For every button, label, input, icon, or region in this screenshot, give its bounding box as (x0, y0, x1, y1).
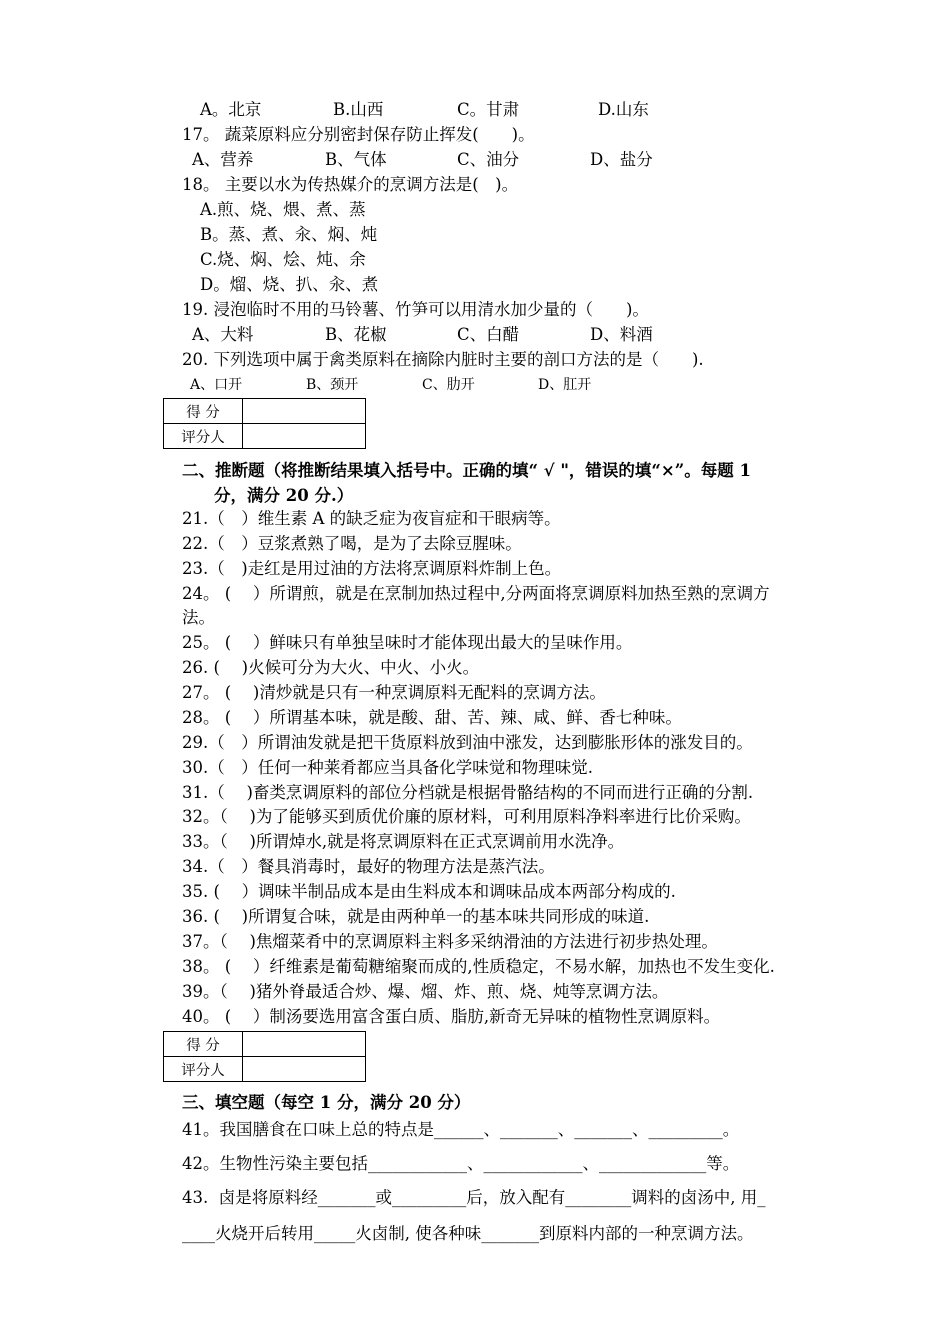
grader-label: 评分人 (164, 1057, 243, 1082)
fill-item-43: 43. 卤是将原料经_______或_________后，放入配有________调料的卤汤中, 用_ (182, 1188, 766, 1207)
judgment-item-23: 23.（ )走红是用过油的方法将烹调原料炸制上色。 (182, 559, 562, 578)
grader-cell[interactable] (243, 424, 366, 449)
score-label: 得 分 (164, 399, 243, 424)
score-cell[interactable] (243, 399, 366, 424)
score-table-1 (163, 398, 366, 449)
q18-option-a: A.煎、烧、煨、煮、蒸 (200, 200, 366, 219)
judgment-item-31: 31.（ )畜类烹调原料的部位分档就是根据骨骼结构的不同而进行正确的分割. (182, 783, 754, 802)
fill-item-43-cont: ____火烧开后转用_____火卤制, 使各种味_______到原料内部的一种烹调方法。 (182, 1224, 754, 1243)
q18-stem: 18。 主要以水为传热媒介的烹调方法是( )。 (182, 175, 519, 194)
judgment-item-29: 29.（ ）所谓油发就是把干货原料放到油中涨发，达到膨胀形体的涨发目的。 (182, 733, 753, 752)
judgment-item-36: 36. ( )所谓复合味，就是由两种单一的基本味共同形成的味道. (182, 907, 650, 926)
judgment-item-27: 27。 ( )清炒就是只有一种烹调原料无配料的烹调方法。 (182, 683, 606, 702)
judgment-item-39: 39。（ )猪外脊最适合炒、爆、熘、炸、煎、烧、炖等烹调方法。 (182, 982, 669, 1001)
judgment-item-28: 28。 ( ）所谓基本味，就是酸、甜、苦、辣、咸、鲜、香七种味。 (182, 708, 682, 727)
q17-option-c: C、油分 (457, 150, 520, 169)
judgment-item-26: 26. ( )火候可分为大火、中火、小火。 (182, 658, 480, 677)
judgment-item-24-cont: 法。 (182, 608, 215, 627)
q16-option-a: A。北京 (200, 100, 262, 119)
q20-option-b: B、颈开 (306, 377, 359, 393)
judgment-item-40: 40。 ( ）制汤要选用富含蛋白质、脂肪,新奇无异味的植物性烹调原料。 (182, 1007, 721, 1026)
judgment-item-30: 30.（ ）任何一种莱肴都应当具备化学味觉和物理味觉. (182, 758, 593, 777)
score-table-2 (163, 1031, 366, 1082)
q20-stem: 20. 下列选项中属于禽类原料在摘除内脏时主要的剖口方法的是（ ). (182, 350, 704, 369)
judgment-item-32: 32。（ )为了能够买到质优价廉的原材料，可利用原料净料率进行比价采购。 (182, 807, 751, 826)
section3-heading: 三、填空题（每空 1 分，满分 20 分） (182, 1093, 471, 1112)
q19-option-c: C、白醋 (457, 325, 520, 344)
q20-option-c: C、肋开 (422, 377, 475, 393)
q20-option-a: A、口开 (190, 377, 243, 393)
q18-option-b: B。蒸、煮、汆、焖、炖 (200, 225, 378, 244)
score-label: 得 分 (164, 1032, 243, 1057)
q19-option-b: B、花椒 (325, 325, 387, 344)
q18-option-c: C.烧、焖、烩、炖、余 (200, 250, 366, 269)
grader-cell[interactable] (243, 1057, 366, 1082)
q16-option-d: D.山东 (598, 100, 649, 119)
q19-option-a: A、大料 (192, 325, 254, 344)
judgment-item-33: 33。（ )所谓焯水,就是将烹调原料在正式烹调前用水洗净。 (182, 832, 625, 851)
q17-option-a: A、营养 (192, 150, 254, 169)
judgment-item-38: 38。 ( ）纤维素是葡萄糖缩聚而成的,性质稳定，不易水解，加热也不发生变化. (182, 957, 775, 976)
fill-item-42: 42。生物性污染主要包括____________、____________、_____________等。 (182, 1154, 740, 1173)
judgment-item-37: 37。（ )焦熘菜肴中的烹调原料主料多采纳滑油的方法进行初步热处理。 (182, 932, 718, 951)
q17-option-d: D、盐分 (590, 150, 653, 169)
q18-option-d: D。熘、烧、扒、汆、煮 (200, 275, 379, 294)
fill-item-41: 41。我国膳食在口味上总的特点是______、_______、_______、_________。 (182, 1120, 740, 1139)
q20-option-d: D、肛开 (538, 377, 592, 393)
section2-heading-line2: 分，满分 20 分.） (214, 486, 354, 505)
q16-option-c: C。甘肃 (457, 100, 520, 119)
q17-stem: 17。 蔬菜原料应分别密封保存防止挥发( )。 (182, 125, 535, 144)
score-cell[interactable] (243, 1032, 366, 1057)
judgment-item-25: 25。 ( ）鲜味只有单独呈味时才能体现出最大的呈味作用。 (182, 633, 633, 652)
grader-label: 评分人 (164, 424, 243, 449)
q19-option-d: D、料酒 (590, 325, 653, 344)
q16-option-b: B.山西 (333, 100, 384, 119)
section2-heading-line1: 二、推断题（将推断结果填入括号中。正确的填“ √ "，错误的填“×”。每题 1 (182, 461, 751, 480)
judgment-item-21: 21.（ ）维生素 A 的缺乏症为夜盲症和干眼病等。 (182, 509, 561, 528)
judgment-item-24: 24。 ( ）所谓煎，就是在烹制加热过程中,分两面将烹调原料加热至熟的烹调方 (182, 584, 770, 603)
judgment-item-34: 34.（ ）餐具消毒时，最好的物理方法是蒸汽法。 (182, 857, 555, 876)
q17-option-b: B、气体 (325, 150, 387, 169)
judgment-item-35: 35. ( ）调味半制品成本是由生料成本和调味品成本两部分构成的. (182, 882, 676, 901)
judgment-item-22: 22.（ ）豆浆煮熟了喝，是为了去除豆腥味。 (182, 534, 522, 553)
q19-stem: 19. 浸泡临时不用的马铃薯、竹笋可以用清水加少量的（ )。 (182, 300, 649, 319)
